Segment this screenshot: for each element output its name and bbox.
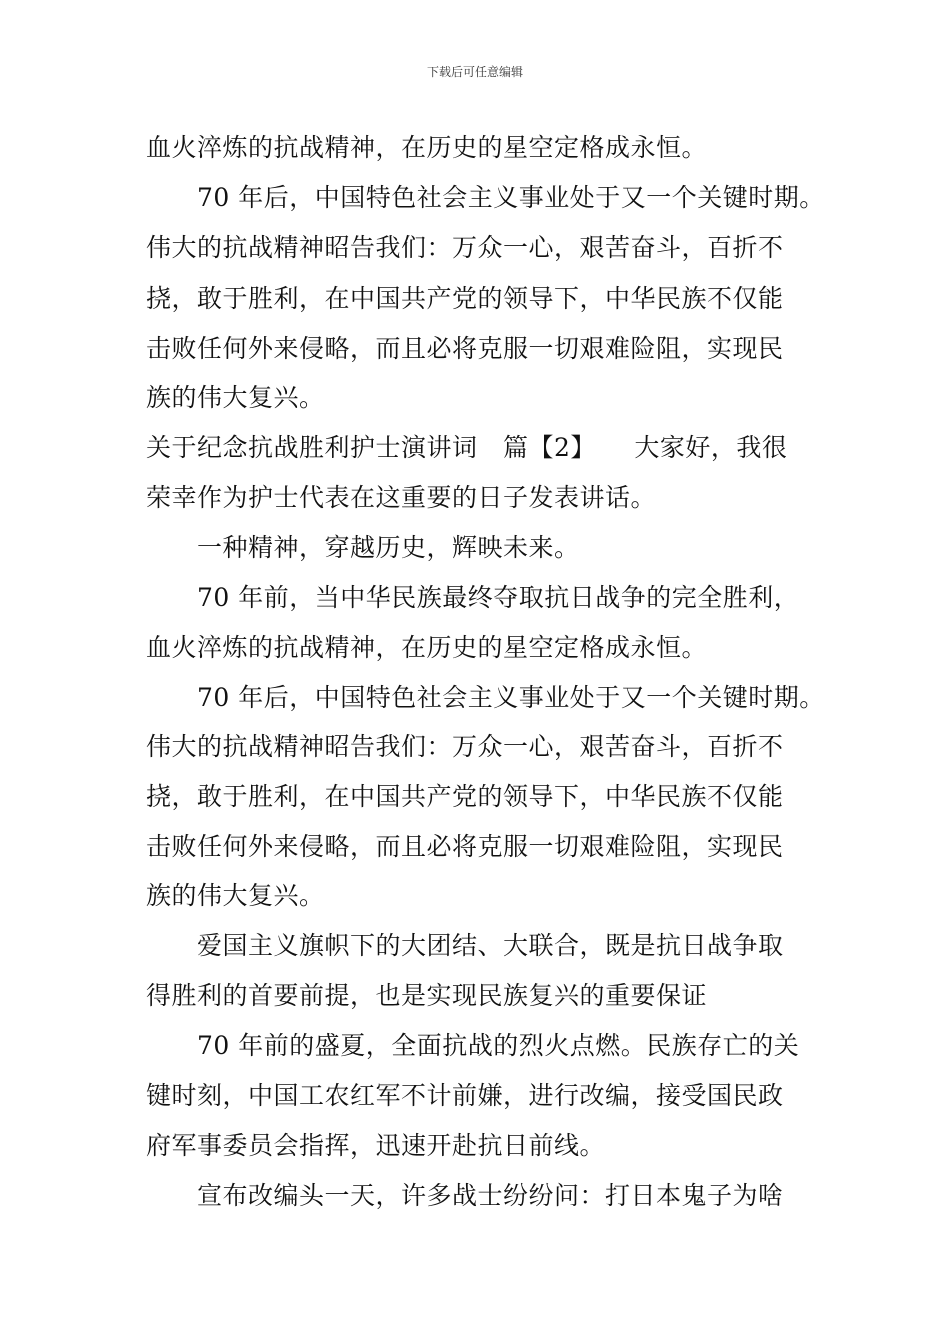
text-line: 荣幸作为护士代表在这重要的日子发表讲话。 [146, 483, 657, 512]
text-line: 击败任何外来侵略，而且必将克服一切艰难险阻，实现民 [146, 334, 784, 363]
text-line: 一种精神，穿越历史，辉映未来。 [197, 533, 580, 562]
text-line: 族的伟大复兴。 [146, 383, 325, 412]
text-line: 伟大的抗战精神昭告我们：万众一心，艰苦奋斗，百折不 [146, 732, 784, 761]
text-line: 击败任何外来侵略，而且必将克服一切艰难险阻，实现民 [146, 832, 784, 861]
text-line: 爱国主义旗帜下的大团结、大联合，既是抗日战争取 [197, 931, 784, 960]
text-line: 70 年后，中国特色社会主义事业处于又一个关键时期。 [197, 183, 825, 212]
text-line: 血火淬炼的抗战精神，在历史的星空定格成永恒。 [146, 133, 708, 162]
text-line: 宣布改编头一天，许多战士纷纷问：打日本鬼子为啥 [197, 1181, 784, 1210]
text-line: 得胜利的首要前提，也是实现民族复兴的重要保证 [146, 981, 708, 1010]
text-line: 血火淬炼的抗战精神，在历史的星空定格成永恒。 [146, 633, 708, 662]
text-line: 挠，敢于胜利，在中国共产党的领导下，中华民族不仅能 [146, 284, 784, 313]
text-line: 70 年前，当中华民族最终夺取抗日战争的完全胜利， [197, 583, 800, 612]
text-line: 伟大的抗战精神昭告我们：万众一心，艰苦奋斗，百折不 [146, 233, 784, 262]
page-header: 下载后可任意编辑 [426, 65, 523, 79]
text-line: 族的伟大复兴。 [146, 881, 325, 910]
text-line: 70 年前的盛夏，全面抗战的烈火点燃。民族存亡的关 [197, 1031, 800, 1060]
text-line: 挠，敢于胜利，在中国共产党的领导下，中华民族不仅能 [146, 782, 784, 811]
section-heading-line: 关于纪念抗战胜利护士演讲词 篇【2】 大家好，我很 [146, 433, 788, 462]
text-line: 键时刻，中国工农红军不计前嫌，进行改编，接受国民政 [146, 1081, 784, 1110]
text-line: 70 年后，中国特色社会主义事业处于又一个关键时期。 [197, 683, 825, 712]
text-line: 府军事委员会指挥，迅速开赴抗日前线。 [146, 1131, 606, 1160]
